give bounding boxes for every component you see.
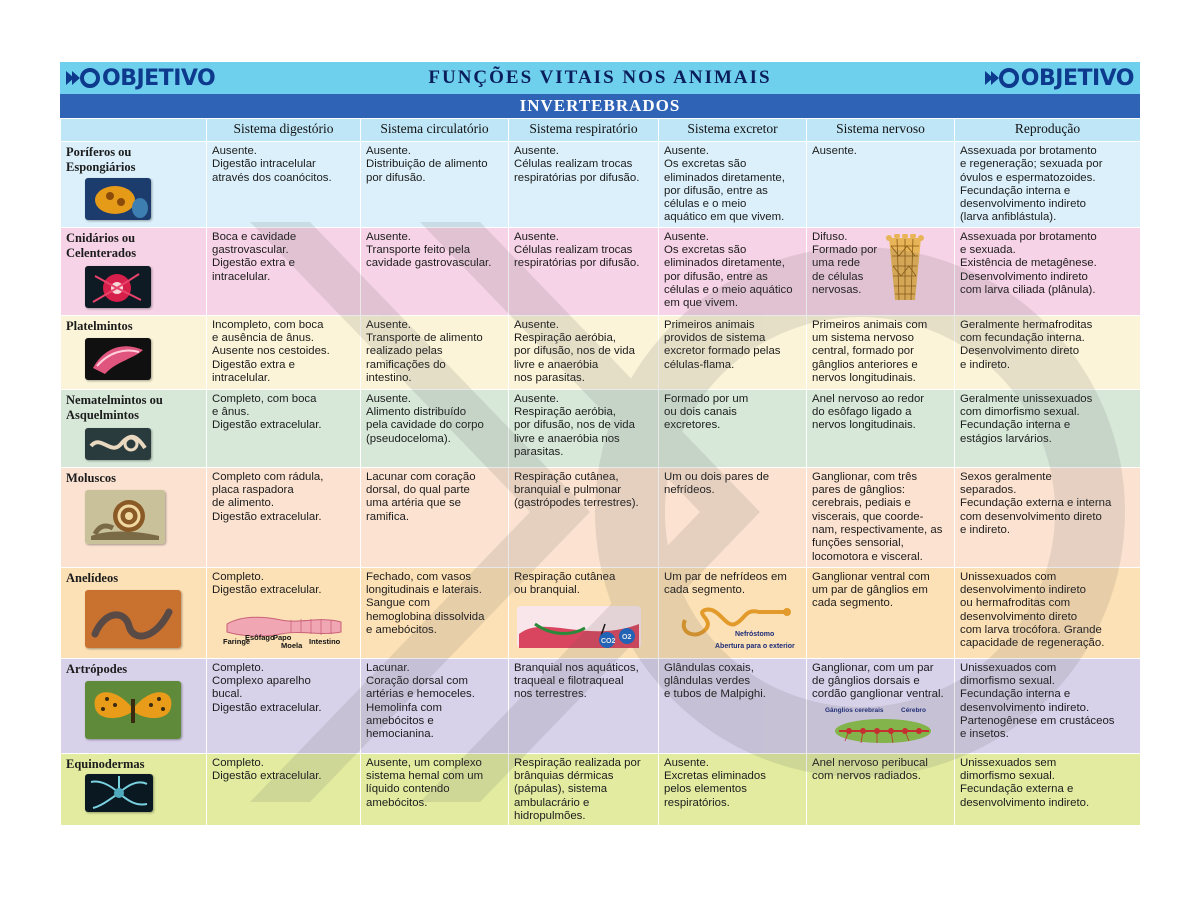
digestive-tract-illustration	[221, 610, 345, 654]
respiratory-cell: Ausente. Células realizam trocas respiratórias por difusão.	[509, 142, 659, 228]
reproduction-cell: Unissexuados sem dimorfismo sexual. Fecundação externa e desenvolvimento indireto.	[955, 753, 1141, 825]
sea-anemone-photo	[85, 266, 151, 308]
earthworm-photo	[85, 590, 181, 648]
digestive-text: Completo. Digestão extracelular.	[212, 570, 322, 597]
table-row	[61, 389, 1141, 467]
excretory-cell: Formado por um ou dois canais excretores.	[659, 389, 807, 467]
label-ganglios-cerebrais: Gânglios cerebrais	[825, 706, 884, 714]
circulatory-cell: Ausente. Alimento distribuído pela cavidade do corpo (pseudoceloma).	[361, 389, 509, 467]
header-blank	[61, 119, 207, 142]
digestive-cell: Completo. Complexo aparelho bucal. Digestão extracelular.	[207, 658, 361, 753]
group-name: Nematelmintos ou Asquelmintos	[66, 392, 163, 422]
group-name: Anelídeos	[66, 570, 119, 585]
group-cell	[61, 658, 207, 753]
table-row	[61, 227, 1141, 315]
table-row	[61, 467, 1141, 567]
respiratory-cell: Ausente. Respiração aeróbia, por difusão, nos de vida livre e anaeróbia nos parasitas.	[509, 315, 659, 389]
excretory-cell: Glândulas coxais, glândulas verdes e tubos de Malpighi.	[659, 658, 807, 753]
reproduction-cell: Unissexuados com dimorfismo sexual. Fecundação interna e desenvolvimento indireto. Partenogênese em crustáceos e insetos.	[955, 658, 1141, 753]
label-co2: CO2	[601, 637, 616, 645]
label-faringe: Faringe	[223, 636, 251, 646]
brittle-star-photo	[85, 774, 153, 812]
excretory-cell: Ausente. Excretas eliminados pelos elementos respiratórios.	[659, 753, 807, 825]
nephridium-illustration	[675, 602, 801, 656]
label-papo: Papo	[273, 632, 292, 642]
nervous-cell: Anel nervoso ao redor do esôfago ligado a nervos longitudinais.	[807, 389, 955, 467]
functions-table	[60, 118, 1141, 826]
brand-mark-icon	[983, 67, 1019, 89]
group-cell	[61, 389, 207, 467]
table-row	[61, 567, 1141, 658]
table-row	[61, 142, 1141, 228]
group-cell	[61, 315, 207, 389]
brand-name-left: OBJETIVO	[102, 65, 216, 91]
digestive-cell	[207, 567, 361, 658]
column-header: Sistema circulatório	[361, 119, 509, 142]
brand-name-right: OBJETIVO	[1020, 65, 1134, 91]
circulatory-cell: Ausente. Transporte de alimento realizado pelas ramificações do intestino.	[361, 315, 509, 389]
column-header: Sistema digestório	[207, 119, 361, 142]
reproduction-cell: Unissexuados com desenvolvimento indireto ou hermafroditas com desenvolvimento direto com larva trocófora. Grande capacidade de regeneração.	[955, 567, 1141, 658]
excretory-cell: Ausente. Os excretas são eliminados diretamente, por difusão, entre as células e o meio aquático em que vivem.	[659, 142, 807, 228]
flatworm-photo	[85, 338, 151, 380]
column-header: Sistema excretor	[659, 119, 807, 142]
label-abertura: Abertura para o exterior	[715, 642, 795, 650]
excretory-cell: Ausente. Os excretas são eliminados diretamente, por difusão, entre as células e o meio aquático em que vivem.	[659, 227, 807, 315]
nervous-cell	[807, 227, 955, 315]
group-name: Equinodermas	[66, 756, 145, 771]
label-cerebro: Cérebro	[901, 706, 926, 714]
group-cell	[61, 467, 207, 567]
label-esofago: Esôfago	[245, 632, 275, 642]
section-title: INVERTEBRADOS	[519, 96, 681, 115]
circulatory-cell: Lacunar. Coração dorsal com artérias e hemoceles. Hemolinfa com amebócitos e hemocianina.	[361, 658, 509, 753]
digestive-cell: Completo. Digestão extracelular.	[207, 753, 361, 825]
group-name: Artrópodes	[66, 661, 128, 676]
excretory-cell: Primeiros animais providos de sistema excretor formado pelas células-flama.	[659, 315, 807, 389]
nervous-cell: Primeiros animais com um sistema nervoso central, formado por gânglios anteriores e nervos longitudinais.	[807, 315, 955, 389]
respiratory-text: Respiração cutânea ou branquial.	[514, 570, 616, 597]
table-row	[61, 315, 1141, 389]
page-title: FUNÇÕES VITAIS NOS ANIMAIS	[428, 67, 772, 88]
excretory-cell	[659, 567, 807, 658]
group-cell	[61, 753, 207, 825]
circulatory-cell: Ausente. Distribuição de alimento por difusão.	[361, 142, 509, 228]
respiratory-cell: Respiração cutânea, branquial e pulmonar (gastrópodes terrestres).	[509, 467, 659, 567]
excretory-cell: Um ou dois pares de nefrídeos.	[659, 467, 807, 567]
group-name: Cnidários ou Celenterados	[66, 230, 137, 260]
respiratory-cell: Respiração realizada por brânquias dérmicas (pápulas), sistema ambulacrário e hidropulmões.	[509, 753, 659, 825]
digestive-cell: Incompleto, com boca e ausência de ânus. Ausente nos cestoides. Digestão extra e intracelular.	[207, 315, 361, 389]
nervous-cell: Ausente.	[807, 142, 955, 228]
nervous-cell: Anel nervoso peribucal com nervos radiados.	[807, 753, 955, 825]
nervous-text: Ganglionar, com um par de gânglios dorsais e cordão ganglionar ventral.	[812, 661, 944, 701]
title-bar	[60, 62, 1140, 94]
column-header: Reprodução	[955, 119, 1141, 142]
group-name: Poríferos ou Espongiários	[66, 145, 136, 174]
section-band	[60, 94, 1140, 118]
column-header: Sistema nervoso	[807, 119, 955, 142]
group-name: Moluscos	[66, 470, 116, 485]
nervous-cell: Ganglionar, com três pares de gânglios: cerebrais, pediais e viscerais, que coorde- nam, respectivamente, as funções sensorial, locomotora e visceral.	[807, 467, 955, 567]
label-nefrostomo: Nefróstomo	[735, 630, 775, 638]
respiratory-cell: Ausente. Células realizam trocas respiratórias por difusão.	[509, 227, 659, 315]
reproduction-cell: Geralmente hermafroditas com fecundação interna. Desenvolvimento direto e indireto.	[955, 315, 1141, 389]
digestive-cell: Ausente. Digestão intracelular através dos coanócitos.	[207, 142, 361, 228]
column-header: Sistema respiratório	[509, 119, 659, 142]
label-intestino: Intestino	[309, 636, 341, 646]
nervous-cell	[807, 658, 955, 753]
gas-exchange-illustration	[515, 604, 643, 654]
digestive-cell: Boca e cavidade gastrovascular. Digestão extra e intracelular.	[207, 227, 361, 315]
circulatory-cell: Ausente, um complexo sistema hemal com um líquido contendo amebócitos.	[361, 753, 509, 825]
label-moela: Moela	[281, 640, 303, 650]
respiratory-cell: Ausente. Respiração aeróbia, por difusão, nos de vida livre e anaeróbia nos parasitas.	[509, 389, 659, 467]
digestive-cell: Completo com rádula, placa raspadora de alimento. Digestão extracelular.	[207, 467, 361, 567]
brand-logo-right	[983, 65, 1134, 91]
group-name: Platelmintos	[66, 318, 133, 333]
excretory-text: Um par de nefrídeos em cada segmento.	[664, 570, 787, 597]
table-row	[61, 753, 1141, 825]
circulatory-cell: Ausente. Transporte feito pela cavidade gastrovascular.	[361, 227, 509, 315]
circulatory-cell: Fechado, com vasos longitudinais e laterais. Sangue com hemoglobina dissolvida e amebócitos.	[361, 567, 509, 658]
nervous-cell: Ganglionar ventral com um par de gânglios em cada segmento.	[807, 567, 955, 658]
chart-sheet	[60, 62, 1140, 860]
reproduction-cell: Sexos geralmente separados. Fecundação externa e interna com desenvolvimento direto e indireto.	[955, 467, 1141, 567]
respiratory-cell: Branquial nos aquáticos, traqueal e filotraqueal nos terrestres.	[509, 658, 659, 753]
circulatory-cell: Lacunar com coração dorsal, do qual parte uma artéria que se ramifica.	[361, 467, 509, 567]
nerve-net-illustration	[881, 234, 929, 308]
group-cell	[61, 142, 207, 228]
respiratory-cell	[509, 567, 659, 658]
sponge-photo	[85, 178, 151, 220]
group-cell	[61, 567, 207, 658]
table-header-row	[61, 119, 1141, 142]
reproduction-cell: Assexuada por brotamento e regeneração; sexuada por óvulos e espermatozoides. Fecundação interna e desenvolvimento indireto (larva anfiblástula).	[955, 142, 1141, 228]
reproduction-cell: Geralmente unissexuados com dimorfismo sexual. Fecundação interna e estágios larvários.	[955, 389, 1141, 467]
snail-photo	[85, 490, 165, 544]
butterfly-photo	[85, 681, 181, 739]
ventral-nerve-cord-illustration	[821, 705, 941, 751]
table-row	[61, 658, 1141, 753]
digestive-cell: Completo, com boca e ânus. Digestão extracelular.	[207, 389, 361, 467]
reproduction-cell: Assexuada por brotamento e sexuada. Existência de metagênese. Desenvolvimento indireto com larva ciliada (plânula).	[955, 227, 1141, 315]
group-cell	[61, 227, 207, 315]
nervous-text: Difuso. Formado por uma rede de células nervosas.	[812, 230, 878, 296]
roundworm-photo	[85, 428, 151, 460]
label-o2: O2	[622, 633, 632, 641]
